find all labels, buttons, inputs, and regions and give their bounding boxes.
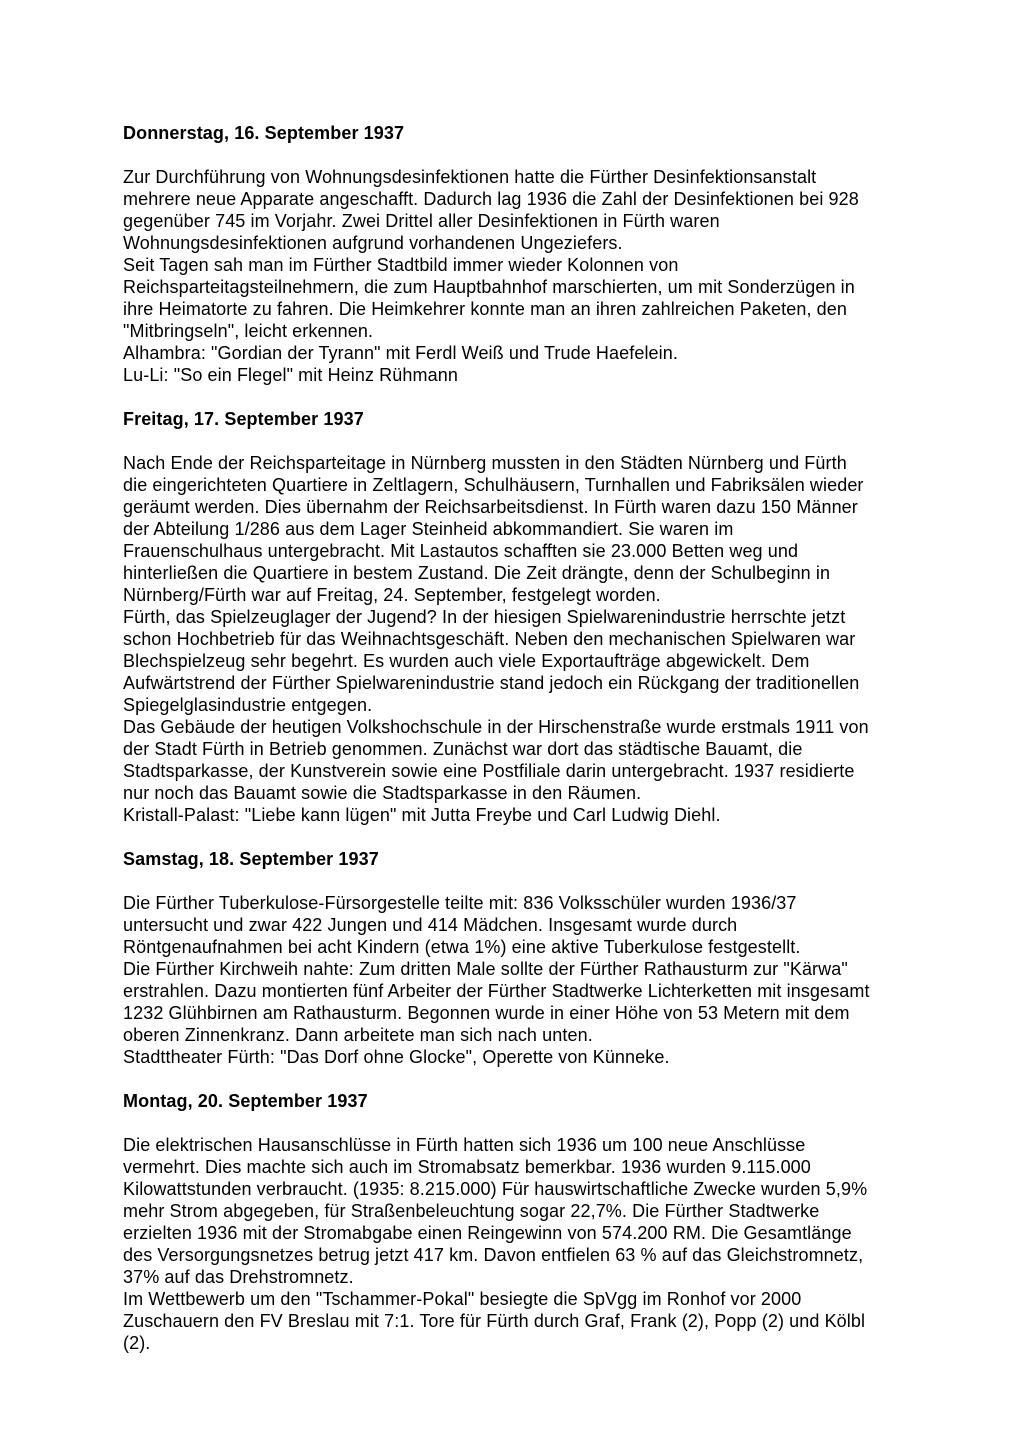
text-line: Reichsparteitagsteilnehmern, die zum Hauptbahnhof marschierten, um mit Sonderzügen in	[123, 277, 855, 297]
text-line: Lu-Li: "So ein Flegel" mit Heinz Rühmann	[123, 365, 458, 385]
text-line: Kristall-Palast: "Liebe kann lügen" mit Jutta Freybe und Carl Ludwig Diehl.	[123, 805, 721, 825]
section-heading: Samstag, 18. September 1937	[123, 849, 379, 869]
text-line: Nürnberg/Fürth war auf Freitag, 24. September, festgelegt worden.	[123, 585, 661, 605]
text-line: (2).	[123, 1333, 151, 1353]
text-line: schon Hochbetrieb für das Weihnachtsgeschäft. Neben den mechanischen Spielwaren war	[123, 629, 856, 649]
text-line: Aufwärtstrend der Fürther Spielwarenindustrie stand jedoch ein Rückgang der traditionellen	[123, 673, 860, 693]
text-line: gegenüber 745 im Vorjahr. Zwei Drittel aller Desinfektionen in Fürth waren	[123, 211, 720, 231]
text-line: Spiegelglasindustrie entgegen.	[123, 695, 373, 715]
section-body	[123, 1134, 918, 1354]
section-body	[123, 892, 918, 1068]
text-line: Wohnungsdesinfektionen aufgrund vorhandenen Ungeziefers.	[123, 233, 623, 253]
section-heading: Donnerstag, 16. September 1937	[123, 123, 405, 143]
text-line: Frauenschulhaus untergebracht. Mit Lastautos schafften sie 23.000 Betten weg und	[123, 541, 799, 561]
text-line: Röntgenaufnahmen bei acht Kindern (etwa 1%) eine aktive Tuberkulose festgestellt.	[123, 937, 801, 957]
text-line: ihre Heimatorte zu fahren. Die Heimkehrer konnte man an ihren zahlreichen Paketen, den	[123, 299, 847, 319]
text-line: die eingerichteten Quartiere in Zeltlagern, Schulhäusern, Turnhallen und Fabriksälen wieder	[123, 475, 864, 495]
text-line: Blechspielzeug sehr begehrt. Es wurden auch viele Exportaufträge abgewickelt. Dem	[123, 651, 810, 671]
text-line: mehrere neue Apparate angeschafft. Dadurch lag 1936 die Zahl der Desinfektionen bei 928	[123, 189, 859, 209]
text-line: Die Fürther Kirchweih nahte: Zum dritten Male sollte der Fürther Rathausturm zur "Kärwa"	[123, 959, 848, 979]
section-heading: Montag, 20. September 1937	[123, 1091, 368, 1111]
text-line: der Stadt Fürth in Betrieb genommen. Zunächst war dort das städtische Bauamt, die	[123, 739, 803, 759]
text-line: Fürth, das Spielzeuglager der Jugend? In der hiesigen Spielwarenindustrie herrschte jetzt	[123, 607, 846, 627]
section-heading: Freitag, 17. September 1937	[123, 409, 364, 429]
chronicle-section	[123, 1090, 918, 1354]
text-line: erstrahlen. Dazu montierten fünf Arbeiter der Fürther Stadtwerke Lichterketten mit insgesamt	[123, 981, 870, 1001]
text-line: "Mitbringseln", leicht erkennen.	[123, 321, 374, 341]
text-line: oberen Zinnenkranz. Dann arbeitete man sich nach unten.	[123, 1025, 593, 1045]
text-line: Alhambra: "Gordian der Tyrann" mit Ferdl Weiß und Trude Haefelein.	[123, 343, 678, 363]
text-line: Nach Ende der Reichsparteitage in Nürnberg mussten in den Städten Nürnberg und Fürth	[123, 453, 847, 473]
text-line: Kilowattstunden verbraucht. (1935: 8.215.000) Für hauswirtschaftliche Zwecke wurden 5,9%	[123, 1179, 868, 1199]
text-line: Im Wettbewerb um den "Tschammer-Pokal" besiegte die SpVgg im Ronhof vor 2000	[123, 1289, 802, 1309]
section-body	[123, 166, 918, 386]
text-line: des Versorgungsnetzes betrug jetzt 417 km. Davon entfielen 63 % auf das Gleichstromnetz,	[123, 1245, 864, 1265]
text-line: der Abteilung 1/286 aus dem Lager Steinheid abkommandiert. Sie waren im	[123, 519, 734, 539]
text-line: Stadttheater Fürth: "Das Dorf ohne Glocke", Operette von Künneke.	[123, 1047, 670, 1067]
text-line: hinterließen die Quartiere in bestem Zustand. Die Zeit drängte, denn der Schulbeginn in	[123, 563, 831, 583]
text-line: mehr Strom abgegeben, für Straßenbeleuchtung sogar 22,7%. Die Fürther Stadtwerke	[123, 1201, 820, 1221]
text-line: untersucht und zwar 422 Jungen und 414 Mädchen. Insgesamt wurde durch	[123, 915, 738, 935]
text-line: 37% auf das Drehstromnetz.	[123, 1267, 354, 1287]
text-line: Stadtsparkasse, der Kunstverein sowie eine Postfiliale darin untergebracht. 1937 residierte	[123, 761, 855, 781]
text-line: Das Gebäude der heutigen Volkshochschule in der Hirschenstraße wurde erstmals 1911 von	[123, 717, 869, 737]
text-line: Die elektrischen Hausanschlüsse in Fürth hatten sich 1936 um 100 neue Anschlüsse	[123, 1135, 806, 1155]
chronicle-section	[123, 848, 918, 1068]
text-line: vermehrt. Dies machte sich auch im Stromabsatz bemerkbar. 1936 wurden 9.115.000	[123, 1157, 811, 1177]
text-line: nur noch das Bauamt sowie die Stadtsparkasse in den Räumen.	[123, 783, 642, 803]
text-line: Die Fürther Tuberkulose-Fürsorgestelle teilte mit: 836 Volksschüler wurden 1936/37	[123, 893, 797, 913]
text-line: Zuschauern den FV Breslau mit 7:1. Tore für Fürth durch Graf, Frank (2), Popp (2) und Kölbl	[123, 1311, 866, 1331]
section-body	[123, 452, 918, 826]
text-line: Seit Tagen sah man im Fürther Stadtbild immer wieder Kolonnen von	[123, 255, 679, 275]
chronicle-section	[123, 122, 918, 386]
text-line: 1232 Glühbirnen am Rathausturm. Begonnen wurde in einer Höhe von 53 Metern mit dem	[123, 1003, 850, 1023]
chronicle-section	[123, 408, 918, 826]
text-line: geräumt werden. Dies übernahm der Reichsarbeitsdienst. In Fürth waren dazu 150 Männer	[123, 497, 858, 517]
text-line: Zur Durchführung von Wohnungsdesinfektionen hatte die Fürther Desinfektionsanstalt	[123, 167, 817, 187]
document-content	[123, 122, 918, 1376]
text-line: erzielten 1936 mit der Stromabgabe einen Reingewinn von 574.200 RM. Die Gesamtlänge	[123, 1223, 852, 1243]
